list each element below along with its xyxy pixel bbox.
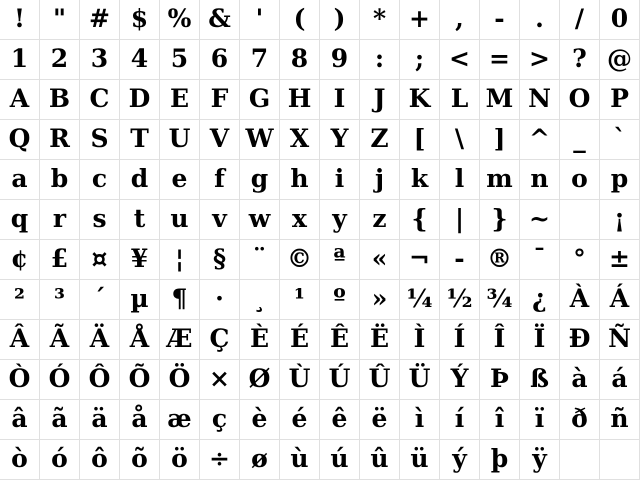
glyph-cell[interactable]: º xyxy=(320,280,360,320)
glyph-cell[interactable]: ç xyxy=(200,400,240,440)
glyph-cell[interactable]: F xyxy=(200,80,240,120)
glyph-cell[interactable]: Ñ xyxy=(600,320,640,360)
glyph-cell[interactable]: 5 xyxy=(160,40,200,80)
glyph-cell-empty xyxy=(560,440,600,480)
glyph-cell[interactable]: ì xyxy=(400,400,440,440)
glyph-cell[interactable]: ¿ xyxy=(520,280,560,320)
glyph-cell-empty xyxy=(560,200,600,240)
glyph-cell[interactable]: & xyxy=(200,0,240,40)
glyph-cell[interactable]: C xyxy=(80,80,120,120)
glyph-cell[interactable]: Ú xyxy=(320,360,360,400)
glyph-cell[interactable]: i xyxy=(320,160,360,200)
glyph-cell[interactable]: : xyxy=(360,40,400,80)
glyph-cell[interactable]: } xyxy=(480,200,520,240)
glyph-cell[interactable]: a xyxy=(0,160,40,200)
glyph-cell[interactable]: 7 xyxy=(240,40,280,80)
glyph-cell[interactable]: ò xyxy=(0,440,40,480)
glyph-cell[interactable]: X xyxy=(280,120,320,160)
glyph-cell[interactable]: t xyxy=(120,200,160,240)
glyph-cell[interactable]: e xyxy=(160,160,200,200)
glyph-cell[interactable]: $ xyxy=(120,0,160,40)
glyph-cell[interactable]: G xyxy=(240,80,280,120)
glyph-cell[interactable]: Y xyxy=(320,120,360,160)
glyph-cell[interactable]: á xyxy=(600,360,640,400)
glyph-cell[interactable]: ´ xyxy=(80,280,120,320)
glyph-cell[interactable]: ! xyxy=(0,0,40,40)
glyph-cell[interactable]: ~ xyxy=(520,200,560,240)
glyph-cell[interactable]: ¸ xyxy=(240,280,280,320)
glyph-cell[interactable]: + xyxy=(400,0,440,40)
glyph-cell[interactable]: q xyxy=(0,200,40,240)
glyph-cell[interactable]: y xyxy=(320,200,360,240)
glyph-cell[interactable]: Á xyxy=(600,280,640,320)
glyph-cell[interactable]: b xyxy=(40,160,80,200)
glyph-cell[interactable]: í xyxy=(440,400,480,440)
glyph-cell[interactable]: Ó xyxy=(40,360,80,400)
glyph-cell[interactable]: û xyxy=(360,440,400,480)
glyph-cell[interactable]: . xyxy=(520,0,560,40)
glyph-cell[interactable]: ð xyxy=(560,400,600,440)
glyph-cell[interactable]: 8 xyxy=(280,40,320,80)
glyph-cell[interactable]: ª xyxy=(320,240,360,280)
glyph-cell[interactable]: * xyxy=(360,0,400,40)
glyph-cell[interactable]: ¦ xyxy=(160,240,200,280)
glyph-cell[interactable]: Å xyxy=(120,320,160,360)
glyph-cell[interactable]: À xyxy=(560,280,600,320)
glyph-cell[interactable]: Ð xyxy=(560,320,600,360)
glyph-cell[interactable]: Û xyxy=(360,360,400,400)
glyph-cell[interactable]: ¼ xyxy=(400,280,440,320)
glyph-cell[interactable]: N xyxy=(520,80,560,120)
glyph-cell[interactable]: / xyxy=(560,0,600,40)
glyph-cell[interactable]: s xyxy=(80,200,120,240)
glyph-cell[interactable]: ¥ xyxy=(120,240,160,280)
glyph-cell[interactable]: T xyxy=(120,120,160,160)
glyph-cell[interactable]: ä xyxy=(80,400,120,440)
glyph-cell[interactable]: c xyxy=(80,160,120,200)
glyph-cell[interactable]: ¡ xyxy=(600,200,640,240)
glyph-cell[interactable]: p xyxy=(600,160,640,200)
glyph-cell[interactable]: r xyxy=(40,200,80,240)
glyph-cell[interactable]: ã xyxy=(40,400,80,440)
glyph-cell[interactable]: ½ xyxy=(440,280,480,320)
glyph-cell[interactable]: Ö xyxy=(160,360,200,400)
glyph-cell[interactable]: ° xyxy=(560,240,600,280)
glyph-cell[interactable]: ¯ xyxy=(520,240,560,280)
glyph-cell[interactable]: ` xyxy=(600,120,640,160)
glyph-cell[interactable]: J xyxy=(360,80,400,120)
glyph-cell[interactable]: | xyxy=(440,200,480,240)
glyph-cell[interactable]: M xyxy=(480,80,520,120)
glyph-cell[interactable]: × xyxy=(200,360,240,400)
glyph-cell[interactable]: £ xyxy=(40,240,80,280)
glyph-cell[interactable]: - xyxy=(440,240,480,280)
glyph-cell[interactable]: ± xyxy=(600,240,640,280)
glyph-cell[interactable]: j xyxy=(360,160,400,200)
glyph-cell[interactable]: ö xyxy=(160,440,200,480)
glyph-cell[interactable]: õ xyxy=(120,440,160,480)
glyph-cell[interactable]: - xyxy=(480,0,520,40)
glyph-cell[interactable]: L xyxy=(440,80,480,120)
glyph-cell[interactable]: ¾ xyxy=(480,280,520,320)
glyph-cell[interactable]: S xyxy=(80,120,120,160)
glyph-cell[interactable]: æ xyxy=(160,400,200,440)
glyph-cell[interactable]: Ä xyxy=(80,320,120,360)
glyph-cell[interactable]: # xyxy=(80,0,120,40)
glyph-cell[interactable]: Õ xyxy=(120,360,160,400)
glyph-cell[interactable]: H xyxy=(280,80,320,120)
glyph-cell[interactable]: ÿ xyxy=(520,440,560,480)
glyph-cell[interactable]: , xyxy=(440,0,480,40)
glyph-cell[interactable]: è xyxy=(240,400,280,440)
glyph-cell[interactable]: f xyxy=(200,160,240,200)
glyph-cell[interactable]: " xyxy=(40,0,80,40)
glyph-cell[interactable]: Ô xyxy=(80,360,120,400)
glyph-cell[interactable]: [ xyxy=(400,120,440,160)
glyph-cell[interactable]: ² xyxy=(0,280,40,320)
glyph-cell[interactable]: 6 xyxy=(200,40,240,80)
glyph-cell[interactable]: © xyxy=(280,240,320,280)
glyph-cell[interactable]: 0 xyxy=(600,0,640,40)
glyph-cell[interactable]: ( xyxy=(280,0,320,40)
glyph-cell[interactable]: Þ xyxy=(480,360,520,400)
glyph-cell[interactable]: ? xyxy=(560,40,600,80)
glyph-cell[interactable]: n xyxy=(520,160,560,200)
glyph-cell[interactable]: D xyxy=(120,80,160,120)
glyph-cell[interactable]: ó xyxy=(40,440,80,480)
glyph-cell[interactable]: V xyxy=(200,120,240,160)
glyph-cell[interactable]: ; xyxy=(400,40,440,80)
glyph-cell[interactable]: É xyxy=(280,320,320,360)
glyph-cell[interactable]: O xyxy=(560,80,600,120)
glyph-cell[interactable]: ¢ xyxy=(0,240,40,280)
glyph-cell[interactable]: 3 xyxy=(80,40,120,80)
glyph-cell[interactable]: W xyxy=(240,120,280,160)
glyph-cell[interactable]: ô xyxy=(80,440,120,480)
glyph-cell[interactable]: < xyxy=(440,40,480,80)
glyph-cell[interactable]: ) xyxy=(320,0,360,40)
glyph-cell[interactable]: 2 xyxy=(40,40,80,80)
glyph-cell[interactable]: Z xyxy=(360,120,400,160)
glyph-cell[interactable]: A xyxy=(0,80,40,120)
glyph-cell[interactable]: ø xyxy=(240,440,280,480)
glyph-cell[interactable]: x xyxy=(280,200,320,240)
glyph-cell[interactable]: ¨ xyxy=(240,240,280,280)
glyph-cell[interactable]: ß xyxy=(520,360,560,400)
glyph-cell[interactable]: z xyxy=(360,200,400,240)
glyph-cell[interactable]: ¬ xyxy=(400,240,440,280)
glyph-cell[interactable]: ï xyxy=(520,400,560,440)
glyph-cell[interactable]: @ xyxy=(600,40,640,80)
glyph-cell[interactable]: Ë xyxy=(360,320,400,360)
glyph-cell[interactable]: ¶ xyxy=(160,280,200,320)
glyph-cell[interactable]: « xyxy=(360,240,400,280)
glyph-cell-empty xyxy=(600,440,640,480)
glyph-cell[interactable]: ' xyxy=(240,0,280,40)
glyph-cell[interactable]: ñ xyxy=(600,400,640,440)
glyph-cell[interactable]: Ã xyxy=(40,320,80,360)
glyph-cell[interactable]: o xyxy=(560,160,600,200)
glyph-cell[interactable]: 4 xyxy=(120,40,160,80)
glyph-cell[interactable]: ê xyxy=(320,400,360,440)
glyph-cell[interactable]: Ü xyxy=(400,360,440,400)
glyph-cell[interactable]: u xyxy=(160,200,200,240)
glyph-cell[interactable]: Ù xyxy=(280,360,320,400)
glyph-cell[interactable]: K xyxy=(400,80,440,120)
glyph-cell[interactable]: U xyxy=(160,120,200,160)
glyph-cell[interactable]: I xyxy=(320,80,360,120)
glyph-cell[interactable]: ] xyxy=(480,120,520,160)
glyph-cell[interactable]: é xyxy=(280,400,320,440)
glyph-cell[interactable]: þ xyxy=(480,440,520,480)
glyph-cell[interactable]: ³ xyxy=(40,280,80,320)
glyph-cell[interactable]: v xyxy=(200,200,240,240)
glyph-cell[interactable]: Ò xyxy=(0,360,40,400)
glyph-cell[interactable]: m xyxy=(480,160,520,200)
glyph-cell[interactable]: Ì xyxy=(400,320,440,360)
glyph-cell[interactable]: à xyxy=(560,360,600,400)
glyph-cell[interactable]: ü xyxy=(400,440,440,480)
glyph-cell[interactable]: å xyxy=(120,400,160,440)
glyph-cell[interactable]: â xyxy=(0,400,40,440)
glyph-cell[interactable]: µ xyxy=(120,280,160,320)
glyph-cell[interactable]: B xyxy=(40,80,80,120)
glyph-cell[interactable]: ÷ xyxy=(200,440,240,480)
glyph-cell[interactable]: h xyxy=(280,160,320,200)
glyph-cell[interactable]: P xyxy=(600,80,640,120)
glyph-cell[interactable]: î xyxy=(480,400,520,440)
glyph-cell[interactable]: Ý xyxy=(440,360,480,400)
glyph-cell[interactable]: 9 xyxy=(320,40,360,80)
glyph-cell[interactable]: ¹ xyxy=(280,280,320,320)
glyph-cell[interactable]: ù xyxy=(280,440,320,480)
glyph-cell[interactable]: w xyxy=(240,200,280,240)
glyph-cell[interactable]: ^ xyxy=(520,120,560,160)
glyph-cell[interactable]: ¤ xyxy=(80,240,120,280)
glyph-cell[interactable]: > xyxy=(520,40,560,80)
glyph-cell[interactable]: % xyxy=(160,0,200,40)
glyph-cell[interactable]: l xyxy=(440,160,480,200)
glyph-cell[interactable]: _ xyxy=(560,120,600,160)
glyph-cell[interactable]: Ê xyxy=(320,320,360,360)
glyph-cell[interactable]: 1 xyxy=(0,40,40,80)
glyph-cell[interactable]: Í xyxy=(440,320,480,360)
glyph-cell[interactable]: d xyxy=(120,160,160,200)
glyph-cell[interactable]: È xyxy=(240,320,280,360)
glyph-cell[interactable]: Î xyxy=(480,320,520,360)
glyph-cell[interactable]: » xyxy=(360,280,400,320)
glyph-cell[interactable]: R xyxy=(40,120,80,160)
glyph-cell[interactable]: = xyxy=(480,40,520,80)
glyph-cell[interactable]: ú xyxy=(320,440,360,480)
glyph-cell[interactable]: Â xyxy=(0,320,40,360)
glyph-cell[interactable]: \ xyxy=(440,120,480,160)
glyph-cell[interactable]: Q xyxy=(0,120,40,160)
glyph-cell[interactable]: Ç xyxy=(200,320,240,360)
glyph-cell[interactable]: Ø xyxy=(240,360,280,400)
glyph-cell[interactable]: Æ xyxy=(160,320,200,360)
glyph-cell[interactable]: ë xyxy=(360,400,400,440)
glyph-cell[interactable]: { xyxy=(400,200,440,240)
glyph-cell[interactable]: ý xyxy=(440,440,480,480)
glyph-cell[interactable]: k xyxy=(400,160,440,200)
glyph-cell[interactable]: E xyxy=(160,80,200,120)
glyph-cell[interactable]: Ï xyxy=(520,320,560,360)
glyph-cell[interactable]: § xyxy=(200,240,240,280)
glyph-cell[interactable]: ® xyxy=(480,240,520,280)
glyph-cell[interactable]: g xyxy=(240,160,280,200)
glyph-cell[interactable]: · xyxy=(200,280,240,320)
